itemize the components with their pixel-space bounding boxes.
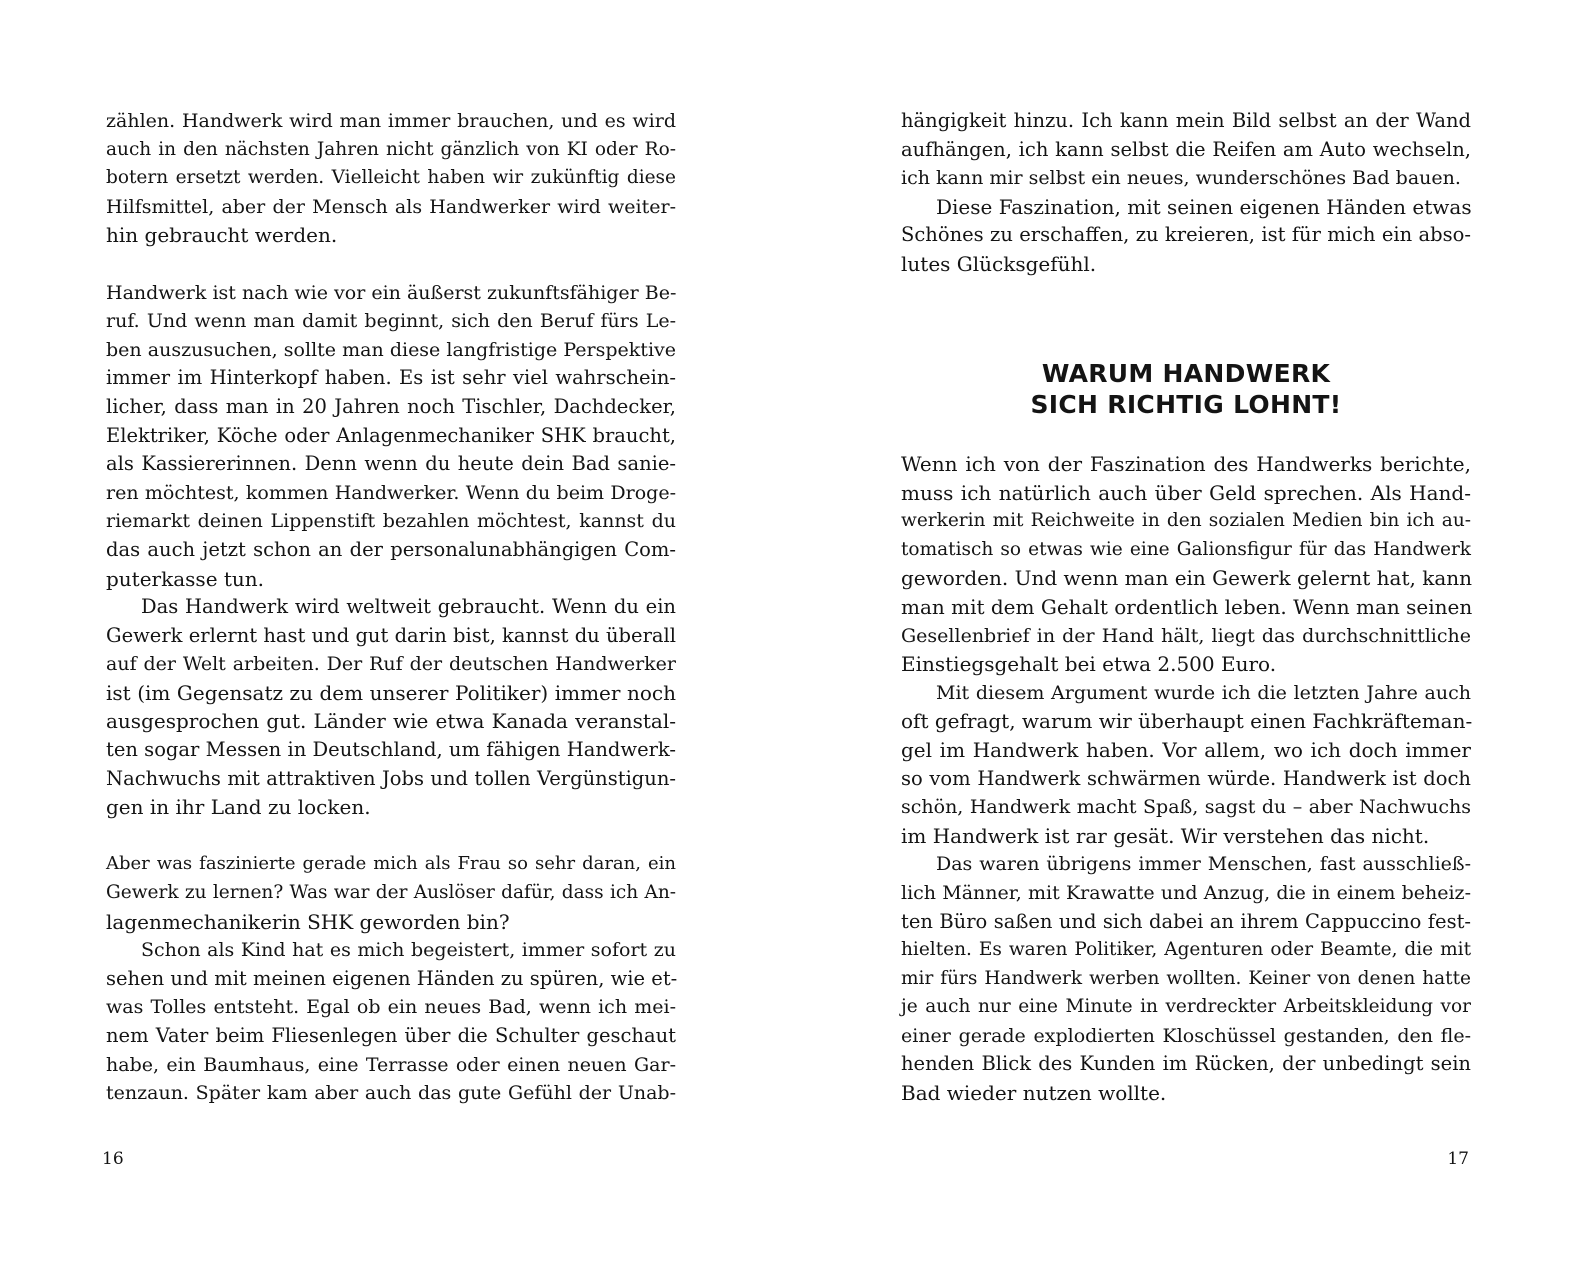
text-line: habe, ein Baumhaus, eine Terrasse oder einen neuen Gar-: [106, 1053, 676, 1076]
text-line: botern ersetzt werden. Vielleicht haben wir zukünftig diese: [106, 167, 676, 189]
text-line: lutes Glücksgefühl.: [901, 251, 1097, 276]
text-line: Elektriker, Köche oder Anlagenmechaniker SHK braucht,: [106, 423, 676, 447]
text-line: Diese Faszination, mit seinen eigenen Händen etwas: [936, 194, 1472, 219]
text-line: ten Büro saßen und sich dabei an ihrem Cappuccino fest-: [901, 909, 1471, 933]
text-line: Handwerk ist nach wie vor ein äußerst zukunftsfähiger Be-: [106, 281, 677, 304]
text-line: so vom Handwerk schwärmen würde. Handwerk ist doch: [901, 766, 1471, 790]
text-line: ich kann mir selbst ein neues, wunderschönes Bad bauen.: [901, 167, 1461, 190]
text-line: muss ich natürlich auch über Geld sprechen. Als Hand-: [901, 480, 1471, 505]
text-line: Aber was faszinierte gerade mich als Frau so sehr daran, ein: [106, 853, 676, 875]
text-line: einer gerade explodierten Kloschüssel gestanden, den fle-: [901, 1024, 1471, 1047]
right-page-intro: [901, 107, 1471, 279]
text-line: sehen und mit meinen eigenen Händen zu spüren, wie et-: [106, 966, 678, 990]
text-line: licher, dass man in 20 Jahren noch Tischler, Dachdecker,: [106, 394, 676, 418]
text-line: lagenmechanikerin SHK geworden bin?: [106, 909, 510, 934]
page-number: 16: [102, 1149, 124, 1169]
text-line: ausgesprochen gut. Länder wie etwa Kanada veranstal-: [106, 709, 676, 734]
text-line: Gewerk zu lernen? Was war der Auslöser dafür, dass ich An-: [106, 882, 676, 904]
text-line: Schönes zu erschaffen, zu kreieren, ist für mich ein abso-: [901, 223, 1471, 247]
text-line: schön, Handwerk macht Spaß, sagst du – aber Nachwuchs: [901, 796, 1471, 819]
right-page: [797, 0, 1594, 1270]
text-line: ten sogar Messen in Deutschland, um fähigen Handwerk-: [106, 738, 676, 762]
text-line: ist (im Gegensatz zu dem unserer Politiker) immer noch: [106, 680, 676, 705]
section-heading-line: SICH RICHTIG LOHNT!: [1030, 390, 1342, 419]
text-line: ruf. Und wenn man damit beginnt, sich den Beruf fürs Le-: [106, 310, 676, 333]
text-line: Gewerk erlernt hast und gut darin bist, kannst du überall: [106, 623, 676, 647]
text-line: Nachwuchs mit attraktiven Jobs und tollen Vergünstigun-: [106, 766, 676, 790]
text-line: auch in den nächsten Jahren nicht gänzlich von KI oder Ro-: [106, 138, 676, 160]
text-line: tenzaun. Später kam aber auch das gute Gefühl der Unab-: [106, 1082, 676, 1105]
text-line: man mit dem Gehalt ordentlich leben. Wenn man seinen: [901, 594, 1473, 619]
text-line: Bad wieder nutzen wollte.: [901, 1081, 1167, 1106]
right-page-body: [901, 450, 1471, 1108]
text-line: hielten. Es waren Politiker, Agenturen oder Beamte, die mit: [901, 939, 1471, 961]
text-line: als Kassiererinnen. Denn wenn du heute dein Bad sanie-: [106, 452, 676, 476]
text-line: Gesellenbrief in der Hand hält, liegt das durchschnittliche: [901, 624, 1471, 647]
text-line: Einstiegsgehalt bei etwa 2.500 Euro.: [901, 652, 1277, 677]
text-line: hin gebraucht werden.: [106, 223, 338, 248]
text-line: gel im Handwerk haben. Vor allem, wo ich doch immer: [901, 737, 1471, 762]
text-line: zählen. Handwerk wird man immer brauchen, und es wird: [106, 110, 676, 132]
text-line: lich Männer, mit Krawatte und Anzug, die in einem beheiz-: [901, 881, 1471, 904]
text-line: oft gefragt, warum wir überhaupt einen Fachkräfteman-: [901, 709, 1473, 734]
text-line: gen in ihr Land zu locken.: [106, 795, 371, 820]
text-line: was Tolles entsteht. Egal ob ein neues Bad, wenn ich mei-: [106, 996, 676, 1019]
text-line: Wenn ich von der Faszination des Handwerks berichte,: [901, 452, 1471, 476]
section-heading: [901, 358, 1471, 420]
text-line: im Handwerk ist rar gesät. Wir verstehen das nicht.: [901, 823, 1430, 848]
text-line: tomatisch so etwas wie eine Galionsfigur für das Handwerk: [901, 538, 1471, 560]
text-line: henden Blick des Kunden im Rücken, der unbedingt sein: [901, 1052, 1471, 1076]
text-line: Hilfsmittel, aber der Mensch als Handwerker wird weiter-: [106, 195, 676, 218]
text-line: riemarkt deinen Lippenstift bezahlen möchtest, kannst du: [106, 510, 676, 533]
text-line: ren möchtest, kommen Handwerker. Wenn du beim Droge-: [106, 481, 676, 504]
text-line: Das waren übrigens immer Menschen, fast ausschließ-: [936, 853, 1471, 876]
text-line: ben auszusuchen, sollte man diese langfristige Perspektive: [106, 338, 676, 361]
text-line: auf der Welt arbeiten. Der Ruf der deutschen Handwerker: [106, 653, 676, 676]
text-line: Das Handwerk wird weltweit gebraucht. Wenn du ein: [141, 595, 676, 619]
text-line: Mit diesem Argument wurde ich die letzten Jahre auch: [936, 681, 1471, 704]
text-line: hängigkeit hinzu. Ich kann mein Bild selbst an der Wand: [901, 109, 1471, 132]
text-line: werkerin mit Reichweite in den sozialen Medien bin ich au-: [901, 510, 1471, 532]
text-line: immer im Hinterkopf haben. Es ist sehr viel wahrschein-: [106, 366, 676, 390]
text-line: puterkasse tun.: [106, 566, 265, 591]
text-line: mir fürs Handwerk werben wollten. Keiner von denen hatte: [901, 967, 1471, 989]
page-number: 17: [1447, 1149, 1469, 1169]
text-line: je auch nur eine Minute in verdreckter Arbeitskleidung vor: [901, 996, 1471, 1018]
text-line: geworden. Und wenn man ein Gewerk gelernt hat, kann: [901, 566, 1473, 591]
text-line: nem Vater beim Fliesenlegen über die Schulter geschaut: [106, 1024, 676, 1047]
section-heading-line: WARUM HANDWERK: [1041, 359, 1331, 388]
text-line: das auch jetzt schon an der personalunabhängigen Com-: [106, 537, 676, 561]
text-line: Schon als Kind hat es mich begeistert, immer sofort zu: [141, 939, 676, 962]
left-page-text: [106, 107, 676, 1108]
text-line: aufhängen, ich kann selbst die Reifen am Auto wechseln,: [901, 137, 1471, 161]
